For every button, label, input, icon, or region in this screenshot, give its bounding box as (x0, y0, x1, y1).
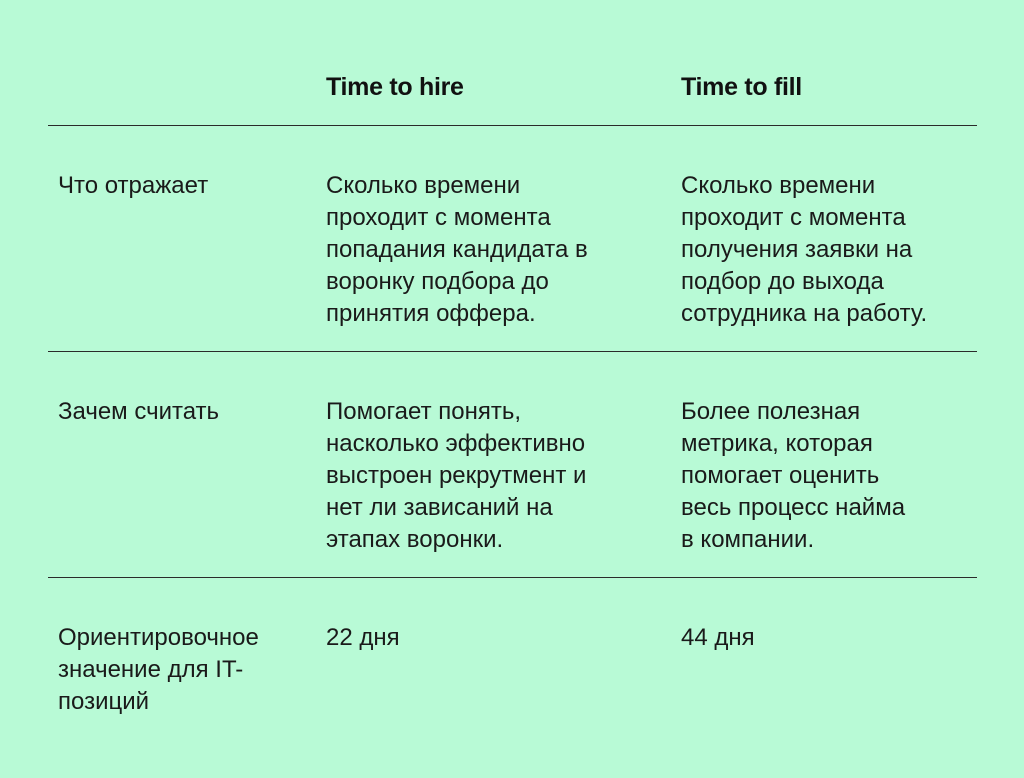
time-to-hire-cell (326, 396, 656, 556)
row-label (58, 396, 308, 428)
cell-text: Более полезная метрика, которая помогает оценить весь процесс найма в компании. (681, 398, 906, 553)
column-header-time-to-hire: Time to hire (326, 73, 464, 101)
table-header-row (48, 0, 977, 126)
cell-text: Сколько времени проходит с момента попадания кандидата в воронку подбора до принятия оффера. (326, 172, 588, 327)
column-header-time-to-fill: Time to fill (681, 73, 802, 101)
table-row (48, 578, 977, 778)
table-row (48, 126, 977, 352)
cell-text: Помогает понять, насколько эффективно выстроен рекрутмент и нет ли зависаний на этапах воронки. (326, 398, 587, 553)
cell-text: 22 дня (326, 624, 400, 651)
cell-text: Сколько времени проходит с момента получения заявки на подбор до выхода сотрудника на работу. (681, 172, 928, 327)
time-to-fill-cell (681, 396, 991, 556)
time-to-fill-cell (681, 622, 991, 654)
row-label (58, 170, 308, 202)
table-row (48, 352, 977, 578)
time-to-hire-cell (326, 170, 656, 330)
comparison-table (48, 0, 977, 778)
cell-text: 44 дня (681, 624, 755, 651)
row-label-text: Зачем считать (58, 398, 220, 425)
time-to-fill-cell (681, 170, 991, 330)
row-label-text: Ориентировочное значение для IT- позиций (58, 624, 259, 715)
row-label-text: Что отражает (58, 172, 209, 199)
time-to-hire-cell (326, 622, 656, 654)
row-label (58, 622, 308, 718)
